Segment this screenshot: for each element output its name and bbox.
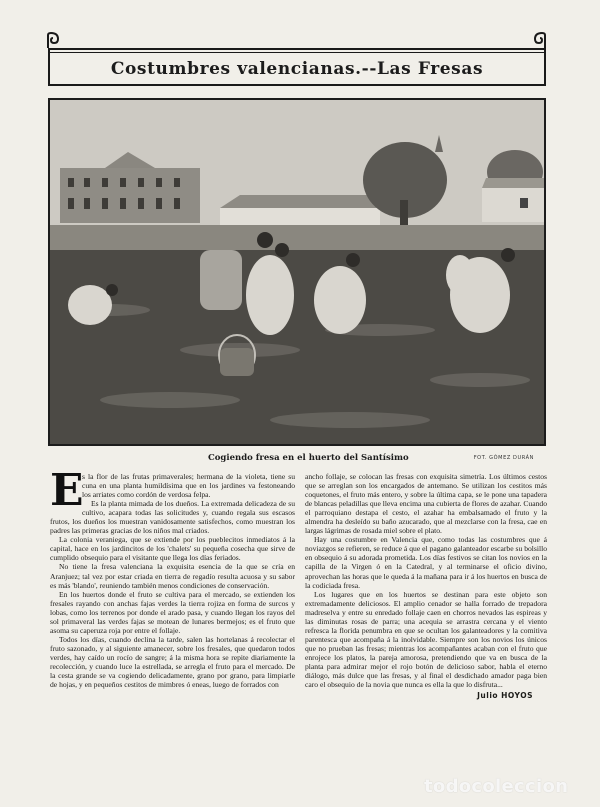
article-title: Costumbres valencianas.--Las Fresas <box>110 59 484 79</box>
paragraph: Es la planta mimada de los dueños. La extremada delicadeza de su cultivo, acapara todas las solicitudes y, cuando regala sus escasos frutos, los dueños los muestran vanidosamente satisfechos, como muestran los padres las primeras gracias de los niños mal criados. <box>50 499 295 536</box>
paragraph: La colonia veraniega, que se extiende por los pueblecitos inmediatos á la capital, hace en los jardincitos de los 'chalets' su pequeña cosecha que sirve de cumplido obsequio para el visitante que llega los días feriados. <box>50 535 295 563</box>
article-photo <box>48 98 546 446</box>
photo-caption: Cogiendo fresa en el huerto del Santísimo <box>208 453 409 463</box>
paragraph: Hay una costumbre en Valencia que, como todas las costumbres que á noviazgos se refieren, se reduce á que el pagano galanteador escarbe su bolsillo en obsequio á su adorada prometida. Los días festivos se citan los novios en la capilla de la Virgen ó en la Catedral, y al terminarse el oficio divino, aprovechan las horas que le queda á la mañana para ir á los huertos en busca de la codiciada fresa. <box>305 535 547 590</box>
header-frame-top-rule-inner <box>48 52 546 53</box>
article-column-left <box>50 465 295 690</box>
ornament-curl-icon <box>530 32 546 48</box>
article-column-right <box>305 472 547 700</box>
paragraph: En los huertos donde el fruto se cultiva para el mercado, se extienden los fresales rayando con anchas fajas verdes la tierra rojiza en forma de surcos y lobas, como los terrenos por donde el arado pasa, y cuando llegan los rayos del sol primaveral las verdes fajas se motean de lunares bermejos; es el fruto que asoma su caperuza roja por entre el follaje. <box>50 589 295 635</box>
paragraph: Todos los días, cuando declina la tarde, salen las hortelanas á recolectar el fruto sazonado, y al siguiente amanecer, sobre los fresales, que quedaron todos verdes, hay caído un rocío de sangre; á la misma hora se repite diariamente la recolección, y cuando luce la estrellada, se arregla el fruto para el mercado. De la cesta grande se va cogiendo delicadamente, grano por grano, para limpiarle de hojas, y en pequeños cestitos de mimbres ó eneas, luego de forrados con <box>50 634 295 690</box>
watermark: todocoleccion <box>424 776 569 797</box>
paragraph: s la flor de las frutas primaverales; hermana de la violeta, tiene su cuna en una planta humildísima que en los jardines va festoneando los arriates como cordón de verdosa felpa. <box>82 472 295 500</box>
ornament-curl-icon <box>46 32 62 48</box>
header-frame-bottom-rule <box>48 84 546 86</box>
paragraph: No tiene la fresa valenciana la exquisita esencia de la que se cría en Aranjuez; tal vez por estar criada en tierra de regadío resulta acuosa y su sabor es más 'blando', reuniendo también menos condiciones de conservación. <box>50 562 295 590</box>
paragraph: Los lugares que en los huertos se destinan para este objeto son extremadamente deliciosos. El amplio cenador se halla forrado de trepadora madreselva y entre su enredado follaje caen en chorros nevados las espireas y las diminutas rosas de parra; una acequia se arrastra cercana y el viento refresca la florida penumbra en que se ocultan los galanteadores y la comitiva parentesca que acompaña á la inolvidable. Siempre son los novios los únicos que no prueban las fresas; mientras los acompañantes acaban con el fruto que enrojece los platos, la pareja amorosa, pretendiendo que va en busca de la planta para admirar mejor el rojo botón de delicioso sabor, habla el eterno diálogo, más dulce que las fresas, y al final el desdichado amador paga bien caro el obsequio de la novia que nunca es ella la que lo disfruta... <box>305 589 547 690</box>
drop-cap: E <box>50 465 84 516</box>
author-signature: Julio HOYOS <box>477 691 533 701</box>
photo-caption-row <box>48 453 546 469</box>
photo-illustration <box>50 100 544 444</box>
header-frame-top-rule <box>48 48 546 50</box>
photo-credit: FOT. GÓMEZ DURÁN <box>473 455 534 461</box>
paragraph: ancho follaje, se colocan las fresas con exquisita simetría. Los últimos cestos que se arreglan son los encargados de antemano. Se utilizan los cestitos más coquetones, el fruto más entero, y sobre la última capa, se le pone una tapadera de blancas peladillas que lleva encima una cubierta de flores de azahar. Cuando el parroquiano destapa el cesto, el azahar ha embalsamado el fruto y la almendra ha desleído su baño azucarado, que al mezclarse con la fresa, cae en largas lágrimas de rosada miel sobre el plato. <box>305 472 547 536</box>
